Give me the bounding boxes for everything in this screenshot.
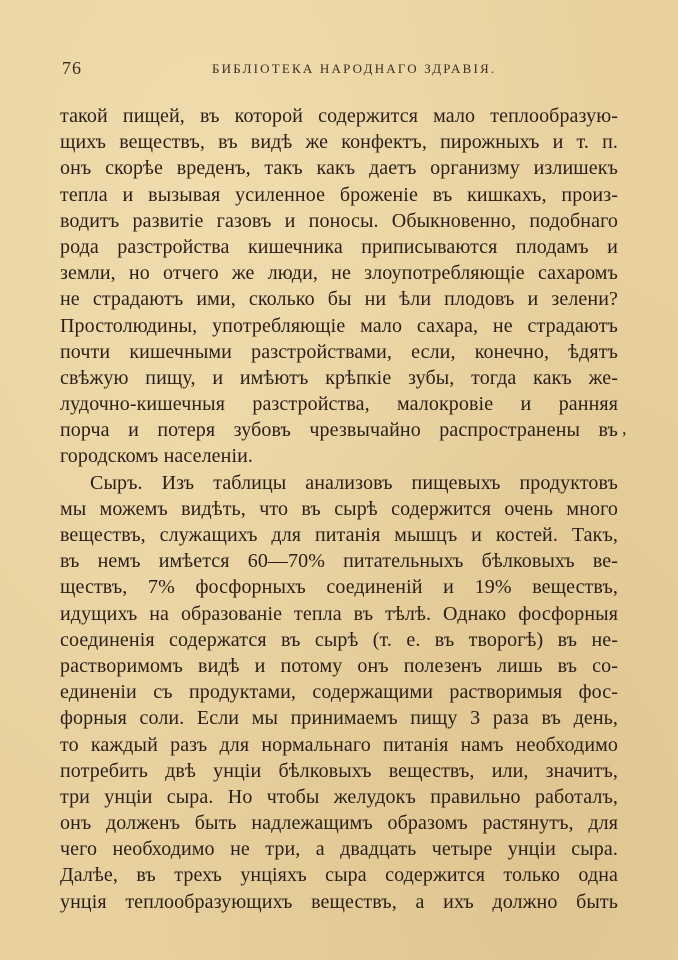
text-line: почти кишечными разстройствами, если, конечно, ѣдятъ bbox=[60, 340, 618, 363]
text-line: ществъ, 7% фосфорныхъ соединеній и 19% веществъ, bbox=[60, 576, 618, 599]
paragraph-start-line: Сыръ. Изъ таблицы анализовъ пищевыхъ продуктовъ bbox=[90, 471, 618, 494]
text-line: потребить двѣ унціи бѣлковыхъ веществъ, или, значитъ, bbox=[60, 759, 618, 782]
margin-mark: , bbox=[622, 418, 627, 438]
text-line: чего необходимо не три, а двадцать четыре унціи сыра. bbox=[60, 838, 618, 861]
text-line: земли, но отчего же люди, не злоупотребляющіе сахаромъ bbox=[60, 262, 618, 285]
text-line: Простолюдины, употребляющіе мало сахара, не страдаютъ bbox=[60, 314, 618, 337]
text-line: соединенія содержатся въ сырѣ (т. е. въ творогѣ) въ не- bbox=[60, 628, 618, 651]
text-line: веществъ, служащихъ для питанія мышцъ и костей. Такъ, bbox=[60, 524, 618, 546]
text-line: свѣжую пищу, и имѣютъ крѣпкіе зубы, тогда какъ же- bbox=[60, 366, 618, 389]
text-line: рода разстройства кишечника приписываются плодамъ и bbox=[60, 235, 618, 258]
text-line: идущихъ на образованіе тепла въ тѣлѣ. Однако фосфорныя bbox=[60, 602, 618, 625]
text-line: онъ долженъ быть надлежащимъ образомъ растянутъ, для bbox=[60, 812, 618, 835]
text-line: порча и потеря зубовъ чрезвычайно распространены въ bbox=[60, 419, 618, 442]
text-line: мы можемъ видѣть, что въ сырѣ содержится очень много bbox=[60, 497, 618, 520]
text-line: то каждый разъ для нормальнаго питанія намъ необходимо bbox=[60, 733, 618, 756]
text-line: онъ скорѣе вреденъ, такъ какъ даетъ организму излишекъ bbox=[60, 157, 618, 180]
text-line: тепла и вызывая усиленное броженіе въ кишкахъ, произ- bbox=[60, 183, 618, 206]
text-line: лудочно-кишечныя разстройства, малокровіе и ранняя bbox=[60, 393, 618, 416]
body-text bbox=[60, 103, 618, 915]
text-line: растворимомъ видѣ и потому онъ полезенъ лишь въ со- bbox=[60, 654, 618, 677]
text-line: не страдаютъ ими, сколько бы ни ѣли плодовъ и зелени? bbox=[60, 288, 618, 311]
paragraph-end-line: городскомъ населеніи. bbox=[60, 445, 253, 468]
page-header bbox=[62, 58, 616, 78]
text-line: Далѣе, въ трехъ унціяхъ сыра содержится только одна bbox=[60, 864, 618, 887]
text-line: щихъ веществъ, въ видѣ же конфектъ, пирожныхъ и т. п. bbox=[60, 131, 618, 154]
text-line: въ немъ имѣется 60—70% питательныхъ бѣлковыхъ ве- bbox=[60, 550, 618, 573]
text-line: такой пищей, въ которой содержится мало теплообразую- bbox=[60, 105, 618, 127]
running-head: БИБЛІОТЕКА НАРОДНАГО ЗДРАВІЯ. bbox=[212, 61, 497, 76]
text-line: три унціи сыра. Но чтобы желудокъ правильно работалъ, bbox=[60, 785, 618, 808]
text-line: водитъ развитіе газовъ и поносы. Обыкновенно, подобнаго bbox=[60, 209, 618, 232]
text-line: единеніи съ продуктами, содержащими растворимыя фос- bbox=[60, 681, 618, 704]
text-line: форныя соли. Если мы принимаемъ пищу 3 раза въ день, bbox=[60, 707, 618, 730]
text-line: унція теплообразующихъ веществъ, а ихъ должно быть bbox=[60, 890, 618, 913]
page-number: 76 bbox=[62, 58, 82, 78]
